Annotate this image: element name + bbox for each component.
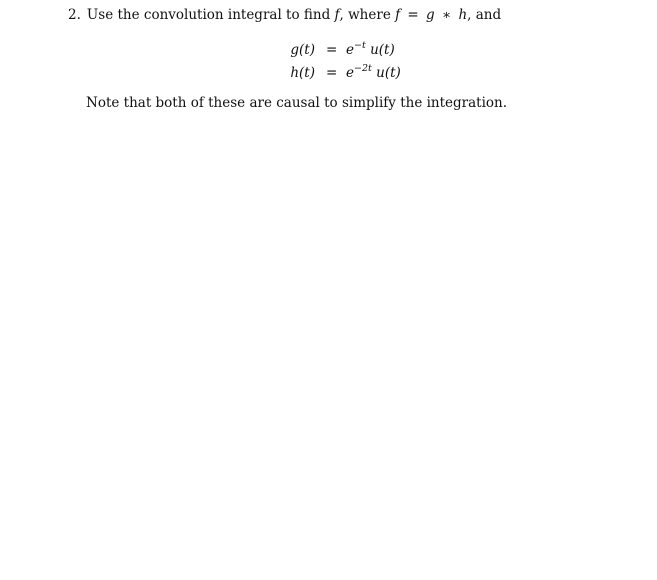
intro-where: , where <box>339 7 391 23</box>
problem-number: 2. <box>68 7 81 23</box>
intro-text: Use the convolution integral to find <box>86 7 331 23</box>
intro-variable: f <box>334 7 340 23</box>
convolution-equals: = <box>407 7 419 23</box>
equation-h-lhs: h(t) <box>290 65 315 81</box>
equation-h-base: e <box>346 65 354 81</box>
equation-h-exponent: −2t <box>354 63 372 74</box>
equation-g-lhs: g(t) <box>290 42 315 58</box>
equation-g-equals: = <box>326 42 338 58</box>
equation-h-step: u(t) <box>376 65 401 81</box>
problem-intro-line <box>68 7 501 23</box>
convolution-lhs: f <box>395 7 401 23</box>
convolution-star: ∗ <box>441 7 452 23</box>
equation-g-base: e <box>346 42 354 58</box>
equation-g-step: u(t) <box>370 42 395 58</box>
convolution-h: h <box>458 7 468 23</box>
equation-h-rhs <box>346 65 401 81</box>
convolution-g: g <box>426 7 435 23</box>
equation-g-rhs <box>346 42 395 58</box>
causality-note: Note that both of these are causal to simplify the integration. <box>86 95 508 111</box>
equation-h-equals: = <box>326 65 338 81</box>
equation-g-exponent: −t <box>354 40 366 51</box>
intro-suffix: , and <box>467 7 502 23</box>
